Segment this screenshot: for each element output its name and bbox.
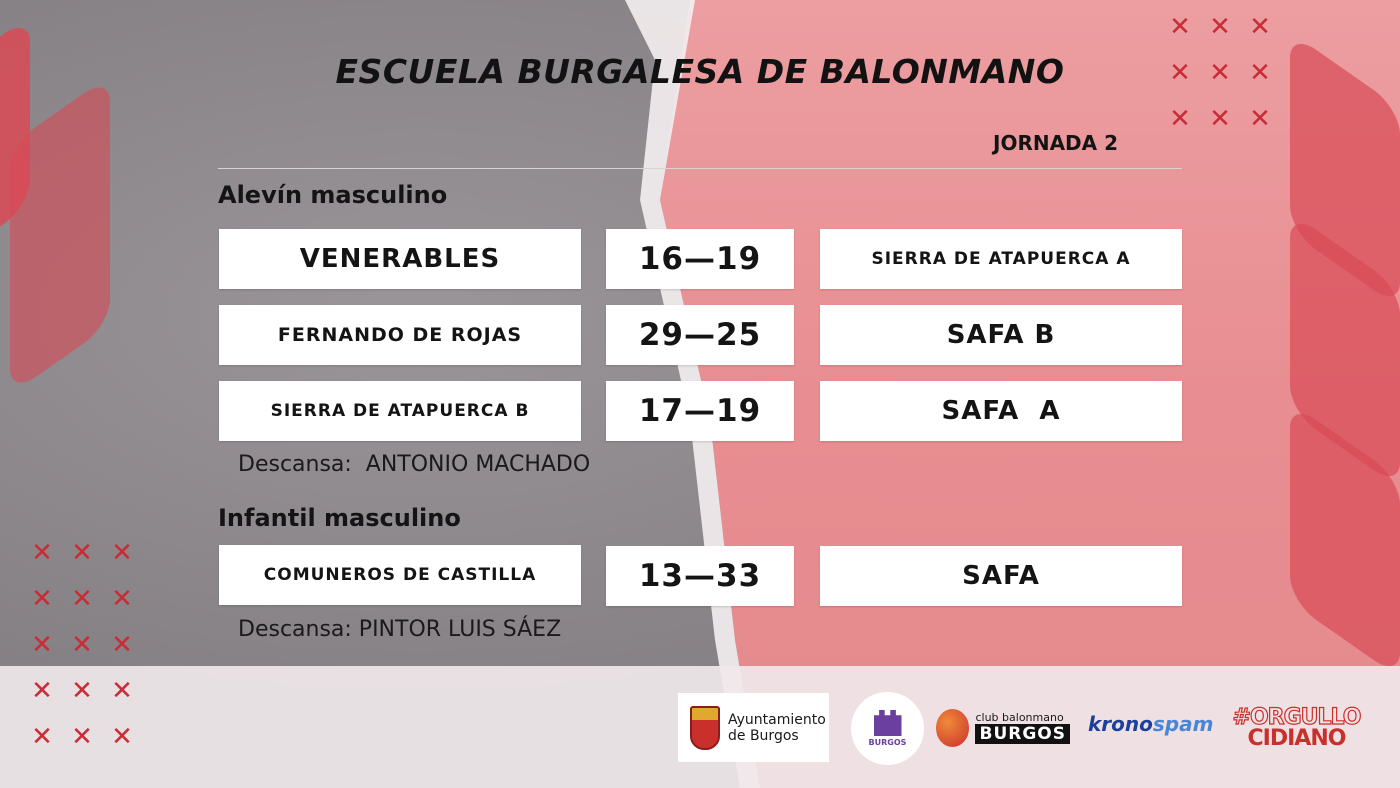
orgullo-cidiano-logo xyxy=(1232,690,1361,765)
x-icon: ✕ xyxy=(1169,58,1191,88)
x-icon: ✕ xyxy=(1249,12,1271,42)
delegacion-label: BURGOS xyxy=(868,738,907,747)
rest-team-note: Descansa: PINTOR LUIS SÁEZ xyxy=(238,617,562,642)
x-icon: ✕ xyxy=(1249,58,1271,88)
x-icon: ✕ xyxy=(71,676,93,706)
krono-label: krono xyxy=(1088,712,1153,736)
x-icon: ✕ xyxy=(1209,12,1231,42)
cidiano-label: CIDIANO xyxy=(1247,725,1346,751)
section-title-infantil: Infantil masculino xyxy=(218,504,461,532)
page-title: ESCUELA BURGALESA DE BALONMANO xyxy=(335,52,1065,91)
match-score: 16—19 xyxy=(606,229,794,289)
club-big-label: BURGOS xyxy=(975,724,1070,744)
x-icon: ✕ xyxy=(71,584,93,614)
x-icon: ✕ xyxy=(31,538,53,568)
match-home-team: COMUNEROS DE CASTILLA xyxy=(219,545,581,605)
match-score: 17—19 xyxy=(606,381,794,441)
ayuntamiento-logo xyxy=(678,693,829,762)
match-away-team: SIERRA DE ATAPUERCA A xyxy=(820,229,1182,289)
match-away-team: SAFA B xyxy=(820,305,1182,365)
match-away-team: SAFA xyxy=(820,546,1182,606)
match-score: 29—25 xyxy=(606,305,794,365)
club-small-label: club balonmano xyxy=(975,711,1064,724)
x-icon: ✕ xyxy=(111,676,133,706)
x-icon: ✕ xyxy=(1209,104,1231,134)
match-home-team: VENERABLES xyxy=(219,229,581,289)
x-icon: ✕ xyxy=(31,584,53,614)
castle-icon xyxy=(874,710,902,736)
divider xyxy=(218,168,1182,169)
spam-label: spam xyxy=(1152,712,1214,736)
section-title-alevin: Alevín masculino xyxy=(218,181,448,209)
x-icon: ✕ xyxy=(71,722,93,752)
coat-of-arms-icon xyxy=(690,706,720,750)
orgullo-label: #ORGULLO xyxy=(1232,704,1361,730)
x-icon: ✕ xyxy=(1209,58,1231,88)
match-home-team: FERNANDO DE ROJAS xyxy=(219,305,581,365)
delegacion-logo xyxy=(851,692,924,765)
x-icon: ✕ xyxy=(111,630,133,660)
x-icon: ✕ xyxy=(111,722,133,752)
rest-team-note: Descansa: ANTONIO MACHADO xyxy=(238,452,591,477)
match-score: 13—33 xyxy=(606,546,794,606)
kronospam-logo xyxy=(1088,712,1213,736)
ayuntamiento-label: Ayuntamiento de Burgos xyxy=(728,711,826,744)
x-icon: ✕ xyxy=(71,630,93,660)
match-away-team: SAFA A xyxy=(820,381,1182,441)
club-balonmano-logo xyxy=(936,700,1070,755)
x-icon: ✕ xyxy=(71,538,93,568)
x-icon: ✕ xyxy=(31,630,53,660)
decor-x-grid-bottom-left xyxy=(22,530,142,760)
x-icon: ✕ xyxy=(1249,104,1271,134)
x-icon: ✕ xyxy=(1169,12,1191,42)
x-icon: ✕ xyxy=(31,722,53,752)
jornada-label: JORNADA 2 xyxy=(993,131,1119,155)
x-icon: ✕ xyxy=(111,584,133,614)
x-icon: ✕ xyxy=(111,538,133,568)
handball-icon xyxy=(936,709,969,747)
x-icon: ✕ xyxy=(31,676,53,706)
match-home-team: SIERRA DE ATAPUERCA B xyxy=(219,381,581,441)
x-icon: ✕ xyxy=(1169,104,1191,134)
